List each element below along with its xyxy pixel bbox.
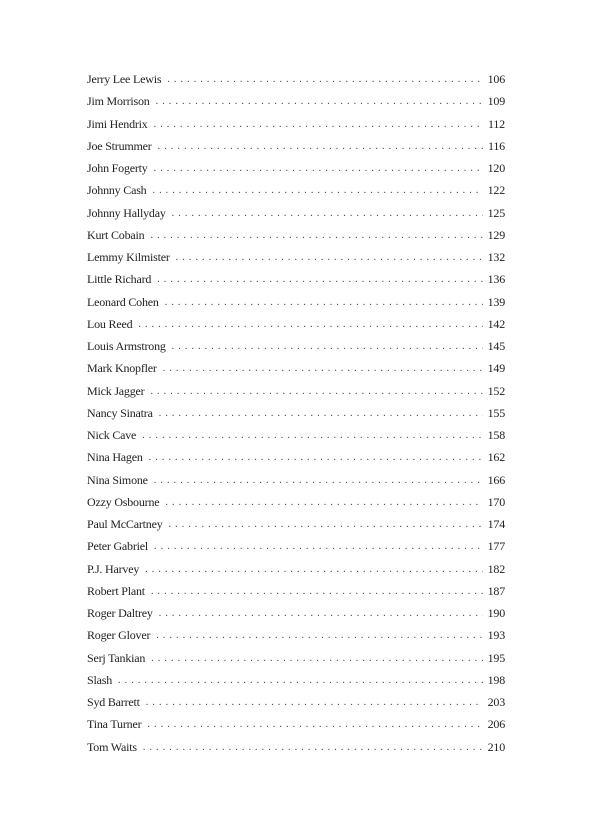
toc-entry-page-number: 136 [487,272,505,287]
toc-entry[interactable] [87,647,505,669]
toc-entry-name: Joe Strummer [87,138,152,153]
toc-entry-page-number: 152 [487,383,505,398]
toc-entry-page-number: 210 [487,739,505,754]
toc-entry[interactable] [87,335,505,357]
toc-entry[interactable] [87,157,505,179]
toc-dot-leader [151,580,483,602]
toc-entry[interactable] [87,446,505,468]
toc-entry-name: Slash [87,672,113,687]
toc-entry-page-number: 174 [487,517,505,532]
toc-entry[interactable] [87,113,505,135]
toc-dot-leader [167,68,483,90]
toc-entry-name: Serj Tankian [87,650,146,665]
toc-dot-leader [151,647,483,669]
toc-entry[interactable] [87,246,505,268]
toc-entry-page-number: 112 [488,116,505,131]
toc-entry-name: Johnny Hallyday [87,205,166,220]
toc-entry-name: Kurt Cobain [87,227,145,242]
toc-entry-name: Jerry Lee Lewis [87,72,162,87]
toc-entry[interactable] [87,491,505,513]
toc-entry-page-number: 109 [487,94,505,109]
toc-dot-leader [150,224,483,246]
toc-entry-page-number: 116 [488,138,505,153]
toc-entry-page-number: 182 [487,561,505,576]
toc-dot-leader [156,90,483,112]
toc-entry-name: Mark Knopfler [87,361,157,376]
toc-dot-leader [149,446,483,468]
toc-entry-page-number: 177 [487,539,505,554]
toc-entry[interactable] [87,291,505,313]
toc-entry-page-number: 158 [487,428,505,443]
toc-entry-name: Lemmy Kilmister [87,250,170,265]
toc-entry-page-number: 139 [487,294,505,309]
toc-dot-leader [143,736,483,758]
toc-entry-name: Lou Reed [87,316,133,331]
toc-dot-leader [172,335,483,357]
toc-dot-leader [176,246,483,268]
toc-entry-page-number: 122 [487,183,505,198]
toc-entry-name: Tina Turner [87,717,142,732]
toc-entry[interactable] [87,602,505,624]
toc-dot-leader [165,491,483,513]
toc-entry-name: Roger Daltrey [87,606,153,621]
toc-dot-leader [169,513,483,535]
toc-entry[interactable] [87,179,505,201]
toc-entry-name: Syd Barrett [87,695,140,710]
toc-entry-page-number: 203 [487,695,505,710]
toc-entry[interactable] [87,513,505,535]
toc-entry-page-number: 170 [487,494,505,509]
toc-entry[interactable] [87,535,505,557]
toc-dot-leader [165,291,483,313]
toc-entry[interactable] [87,558,505,580]
toc-entry-name: Jimi Hendrix [87,116,148,131]
toc-entry[interactable] [87,624,505,646]
toc-entry[interactable] [87,313,505,335]
toc-entry-page-number: 142 [487,316,505,331]
toc-dot-leader [158,135,483,157]
toc-entry-name: Paul McCartney [87,517,163,532]
toc-dot-leader [172,202,483,224]
toc-entry-name: Jim Morrison [87,94,150,109]
toc-entry-page-number: 166 [487,472,505,487]
toc-entry-name: Little Richard [87,272,152,287]
toc-entry-page-number: 129 [487,227,505,242]
toc-entry[interactable] [87,202,505,224]
toc-entry-name: Ozzy Osbourne [87,494,160,509]
toc-entry[interactable] [87,402,505,424]
toc-entry-name: Leonard Cohen [87,294,159,309]
toc-dot-leader [142,424,483,446]
toc-entry-page-number: 193 [487,628,505,643]
toc-entry-name: Mick Jagger [87,383,145,398]
toc-entry[interactable] [87,736,505,758]
toc-entry-page-number: 162 [487,450,505,465]
toc-entry[interactable] [87,268,505,290]
toc-entry-name: Peter Gabriel [87,539,149,554]
toc-entry-page-number: 206 [487,717,505,732]
toc-entry[interactable] [87,424,505,446]
toc-dot-leader [147,713,483,735]
toc-entry[interactable] [87,713,505,735]
toc-entry-name: Nancy Sinatra [87,405,153,420]
toc-entry-page-number: 145 [487,339,505,354]
toc-entry[interactable] [87,224,505,246]
toc-entry-page-number: 125 [487,205,505,220]
toc-dot-leader [146,691,483,713]
toc-entry-name: Nina Hagen [87,450,143,465]
toc-entry-page-number: 155 [487,405,505,420]
toc-dot-leader [159,402,483,424]
toc-entry[interactable] [87,357,505,379]
toc-entry[interactable] [87,580,505,602]
toc-entry-name: P.J. Harvey [87,561,140,576]
toc-dot-leader [145,558,483,580]
toc-entry-page-number: 132 [487,250,505,265]
toc-entry-name: Johnny Cash [87,183,147,198]
toc-entry-name: John Fogerty [87,161,148,176]
toc-entry[interactable] [87,691,505,713]
toc-entry-page-number: 106 [487,72,505,87]
table-of-contents [87,68,505,758]
toc-entry-name: Roger Glover [87,628,151,643]
toc-dot-leader [154,535,483,557]
toc-entry[interactable] [87,380,505,402]
toc-entry-name: Louis Armstrong [87,339,166,354]
toc-entry[interactable] [87,469,505,491]
toc-entry[interactable] [87,669,505,691]
toc-entry-page-number: 195 [487,650,505,665]
toc-entry-name: Robert Plant [87,583,145,598]
toc-dot-leader [154,469,483,491]
toc-entry-name: Tom Waits [87,739,137,754]
toc-entry[interactable] [87,90,505,112]
toc-dot-leader [154,113,483,135]
toc-dot-leader [150,380,483,402]
toc-dot-leader [138,313,483,335]
toc-dot-leader [159,602,483,624]
toc-dot-leader [118,669,483,691]
toc-entry-page-number: 190 [487,606,505,621]
toc-entry-page-number: 120 [487,161,505,176]
toc-entry-page-number: 149 [487,361,505,376]
toc-entry-name: Nick Cave [87,428,137,443]
toc-entry-page-number: 198 [487,672,505,687]
toc-dot-leader [163,357,483,379]
toc-dot-leader [152,179,483,201]
toc-entry-name: Nina Simone [87,472,148,487]
toc-dot-leader [156,624,483,646]
toc-dot-leader [157,268,483,290]
toc-entry[interactable] [87,135,505,157]
toc-dot-leader [154,157,483,179]
toc-entry-page-number: 187 [487,583,505,598]
toc-entry[interactable] [87,68,505,90]
